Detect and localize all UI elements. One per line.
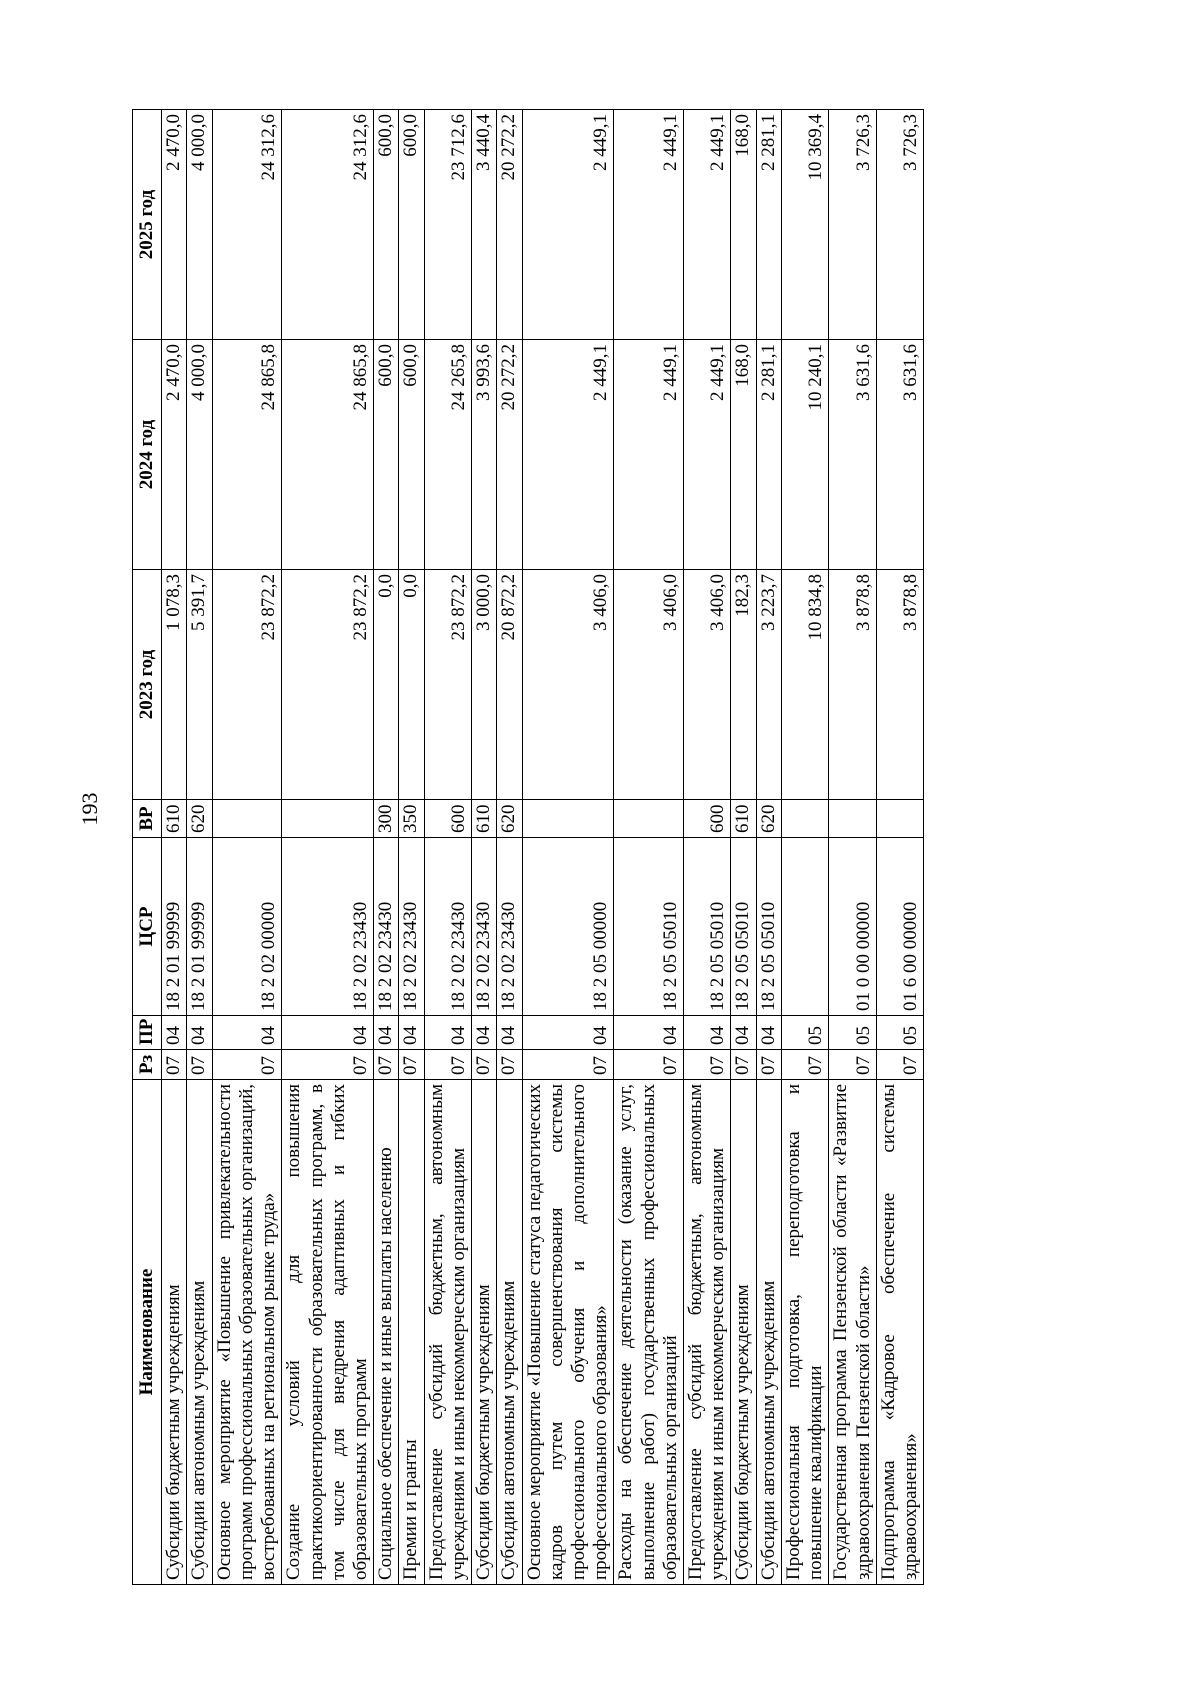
budget-table [132, 109, 924, 1585]
cell-2024: 24 865,8 [282, 340, 374, 570]
cell-name: Профессиональная подготовка, переподготовка и повышение квалификации [781, 1080, 828, 1585]
table-row [212, 110, 282, 1585]
cell-2023: 20 872,2 [497, 570, 522, 800]
cell-name: Основное мероприятие «Повышение статуса педагогических кадров путем совершенствования системы профессионального обучения и дополнительного профессионального образования» [522, 1080, 614, 1585]
cell-csr: 18 2 02 23430 [374, 838, 399, 1016]
cell-csr: 18 2 02 23430 [472, 838, 497, 1016]
cell-vr: 620 [756, 800, 781, 838]
cell-pr: 05 [829, 1016, 876, 1050]
table-row [374, 110, 399, 1585]
cell-rz: 07 [212, 1050, 282, 1080]
cell-vr: 600 [424, 800, 471, 838]
cell-2023: 3 878,8 [829, 570, 876, 800]
cell-csr: 18 2 01 99999 [162, 838, 187, 1016]
cell-2025: 23 712,6 [424, 110, 471, 340]
cell-2023: 10 834,8 [781, 570, 828, 800]
cell-2024: 2 449,1 [522, 340, 614, 570]
cell-rz: 07 [731, 1050, 756, 1080]
cell-csr: 18 2 05 00000 [522, 838, 614, 1016]
cell-2023: 3 406,0 [684, 570, 731, 800]
cell-2025: 168,0 [731, 110, 756, 340]
cell-name: Субсидии автономным учреждениям [756, 1080, 781, 1585]
cell-2024: 20 272,2 [497, 340, 522, 570]
cell-pr: 04 [162, 1016, 187, 1050]
cell-2025: 2 449,1 [614, 110, 684, 340]
table-row [472, 110, 497, 1585]
cell-rz: 07 [614, 1050, 684, 1080]
table-row [282, 110, 374, 1585]
cell-pr: 04 [212, 1016, 282, 1050]
cell-name: Создание условий для повышения практикоориентированности образовательных программ, в том числе для внедрения адаптивных и гибких образовательных программ [282, 1080, 374, 1585]
table-row [781, 110, 828, 1585]
cell-2023: 1 078,3 [162, 570, 187, 800]
cell-2024: 600,0 [399, 340, 424, 570]
page-number: 193 [77, 792, 102, 826]
cell-pr: 04 [282, 1016, 374, 1050]
cell-rz: 07 [756, 1050, 781, 1080]
table-row [162, 110, 187, 1585]
cell-2023: 3 406,0 [522, 570, 614, 800]
cell-rz: 07 [497, 1050, 522, 1080]
cell-2023: 5 391,7 [187, 570, 212, 800]
cell-vr: 610 [162, 800, 187, 838]
col-header-rz: Рз [133, 1050, 162, 1080]
cell-csr: 18 2 05 05010 [756, 838, 781, 1016]
cell-csr: 18 2 02 23430 [282, 838, 374, 1016]
cell-name: Субсидии автономным учреждениям [187, 1080, 212, 1585]
cell-2023: 23 872,2 [424, 570, 471, 800]
col-header-csr: ЦСР [133, 838, 162, 1016]
cell-name: Социальное обеспечение и иные выплаты населению [374, 1080, 399, 1585]
cell-2024: 4 000,0 [187, 340, 212, 570]
table-row [731, 110, 756, 1585]
cell-name: Расходы на обеспечение деятельности (оказание услуг, выполнение работ) государственных профессиональных образовательных организаций [614, 1080, 684, 1585]
cell-csr: 18 2 02 00000 [212, 838, 282, 1016]
cell-2024: 24 865,8 [212, 340, 282, 570]
cell-vr: 350 [399, 800, 424, 838]
cell-2025: 2 281,1 [756, 110, 781, 340]
cell-vr [282, 800, 374, 838]
col-header-2025: 2025 год [133, 110, 162, 340]
cell-csr [781, 838, 828, 1016]
cell-csr: 18 2 02 23430 [497, 838, 522, 1016]
cell-name: Основное мероприятие «Повышение привлекательности программ профессиональных образовательных организаций, востребованных на региональном рынке труда» [212, 1080, 282, 1585]
cell-vr: 300 [374, 800, 399, 838]
cell-pr: 04 [472, 1016, 497, 1050]
table-row [522, 110, 614, 1585]
cell-csr: 18 2 05 05010 [684, 838, 731, 1016]
table-row [876, 110, 923, 1585]
cell-name: Предоставление субсидий бюджетным, автономным учреждениям и иным некоммерческим организациям [424, 1080, 471, 1585]
cell-rz: 07 [876, 1050, 923, 1080]
cell-2024: 168,0 [731, 340, 756, 570]
cell-name: Субсидии бюджетным учреждениям [162, 1080, 187, 1585]
cell-name: Субсидии бюджетным учреждениям [472, 1080, 497, 1585]
cell-vr: 620 [187, 800, 212, 838]
col-header-2023: 2023 год [133, 570, 162, 800]
cell-rz: 07 [424, 1050, 471, 1080]
cell-2025: 2 470,0 [162, 110, 187, 340]
cell-rz: 07 [472, 1050, 497, 1080]
cell-pr: 04 [756, 1016, 781, 1050]
table-row [399, 110, 424, 1585]
cell-2025: 3 726,3 [829, 110, 876, 340]
cell-csr: 18 2 05 05010 [731, 838, 756, 1016]
cell-rz: 07 [684, 1050, 731, 1080]
cell-rz: 07 [399, 1050, 424, 1080]
cell-pr: 04 [731, 1016, 756, 1050]
cell-vr: 610 [731, 800, 756, 838]
cell-vr [522, 800, 614, 838]
cell-name: Предоставление субсидий бюджетным, автономным учреждениям и иным некоммерческим организациям [684, 1080, 731, 1585]
cell-2023: 23 872,2 [282, 570, 374, 800]
cell-2025: 600,0 [374, 110, 399, 340]
cell-2024: 10 240,1 [781, 340, 828, 570]
cell-2024: 600,0 [374, 340, 399, 570]
cell-pr: 05 [876, 1016, 923, 1050]
cell-2023: 23 872,2 [212, 570, 282, 800]
cell-pr: 04 [187, 1016, 212, 1050]
cell-2023: 182,3 [731, 570, 756, 800]
cell-rz: 07 [282, 1050, 374, 1080]
cell-2024: 3 631,6 [829, 340, 876, 570]
cell-csr: 18 2 02 23430 [424, 838, 471, 1016]
table-header-row [133, 110, 162, 1585]
cell-2025: 600,0 [399, 110, 424, 340]
table-body [162, 110, 924, 1585]
cell-rz: 07 [522, 1050, 614, 1080]
rotated-table-container [132, 110, 1047, 1585]
cell-rz: 07 [162, 1050, 187, 1080]
cell-2024: 24 265,8 [424, 340, 471, 570]
cell-rz: 07 [374, 1050, 399, 1080]
table-row [424, 110, 471, 1585]
cell-2025: 20 272,2 [497, 110, 522, 340]
cell-pr: 04 [684, 1016, 731, 1050]
cell-2023: 3 223,7 [756, 570, 781, 800]
table-row [497, 110, 522, 1585]
cell-csr: 18 2 05 05010 [614, 838, 684, 1016]
table-row [614, 110, 684, 1585]
cell-csr: 01 6 00 00000 [876, 838, 923, 1016]
col-header-name: Наименование [133, 1080, 162, 1585]
cell-vr [614, 800, 684, 838]
cell-2025: 10 369,4 [781, 110, 828, 340]
cell-pr: 04 [399, 1016, 424, 1050]
cell-pr: 04 [424, 1016, 471, 1050]
cell-2024: 2 449,1 [614, 340, 684, 570]
cell-name: Субсидии бюджетным учреждениям [731, 1080, 756, 1585]
cell-2024: 2 470,0 [162, 340, 187, 570]
cell-2024: 2 281,1 [756, 340, 781, 570]
cell-csr: 18 2 01 99999 [187, 838, 212, 1016]
cell-name: Государственная программа Пензенской области «Развитие здравоохранения Пензенской области» [829, 1080, 876, 1585]
cell-name: Премии и гранты [399, 1080, 424, 1585]
cell-2025: 3 726,3 [876, 110, 923, 340]
table-row [829, 110, 876, 1585]
cell-rz: 07 [781, 1050, 828, 1080]
cell-vr: 600 [684, 800, 731, 838]
cell-2025: 2 449,1 [522, 110, 614, 340]
col-header-2024: 2024 год [133, 340, 162, 570]
cell-pr: 04 [522, 1016, 614, 1050]
cell-vr [781, 800, 828, 838]
cell-csr: 18 2 02 23430 [399, 838, 424, 1016]
cell-2024: 3 631,6 [876, 340, 923, 570]
cell-vr [829, 800, 876, 838]
cell-vr [212, 800, 282, 838]
cell-2023: 3 000,0 [472, 570, 497, 800]
cell-rz: 07 [829, 1050, 876, 1080]
cell-pr: 04 [614, 1016, 684, 1050]
cell-pr: 04 [497, 1016, 522, 1050]
cell-2023: 0,0 [399, 570, 424, 800]
cell-pr: 05 [781, 1016, 828, 1050]
cell-2023: 3 878,8 [876, 570, 923, 800]
cell-name: Подпрограмма «Кадровое обеспечение системы здравоохранения» [876, 1080, 923, 1585]
cell-csr: 01 0 00 00000 [829, 838, 876, 1016]
cell-2023: 0,0 [374, 570, 399, 800]
cell-vr [876, 800, 923, 838]
cell-2023: 3 406,0 [614, 570, 684, 800]
col-header-vr: ВР [133, 800, 162, 838]
cell-2025: 24 312,6 [282, 110, 374, 340]
table-row [684, 110, 731, 1585]
col-header-pr: ПР [133, 1016, 162, 1050]
cell-vr: 610 [472, 800, 497, 838]
cell-2024: 2 449,1 [684, 340, 731, 570]
cell-2025: 24 312,6 [212, 110, 282, 340]
cell-pr: 04 [374, 1016, 399, 1050]
cell-name: Субсидии автономным учреждениям [497, 1080, 522, 1585]
cell-2025: 2 449,1 [684, 110, 731, 340]
cell-2025: 3 440,4 [472, 110, 497, 340]
table-row [187, 110, 212, 1585]
cell-2024: 3 993,6 [472, 340, 497, 570]
cell-2025: 4 000,0 [187, 110, 212, 340]
table-row [756, 110, 781, 1585]
cell-rz: 07 [187, 1050, 212, 1080]
cell-vr: 620 [497, 800, 522, 838]
